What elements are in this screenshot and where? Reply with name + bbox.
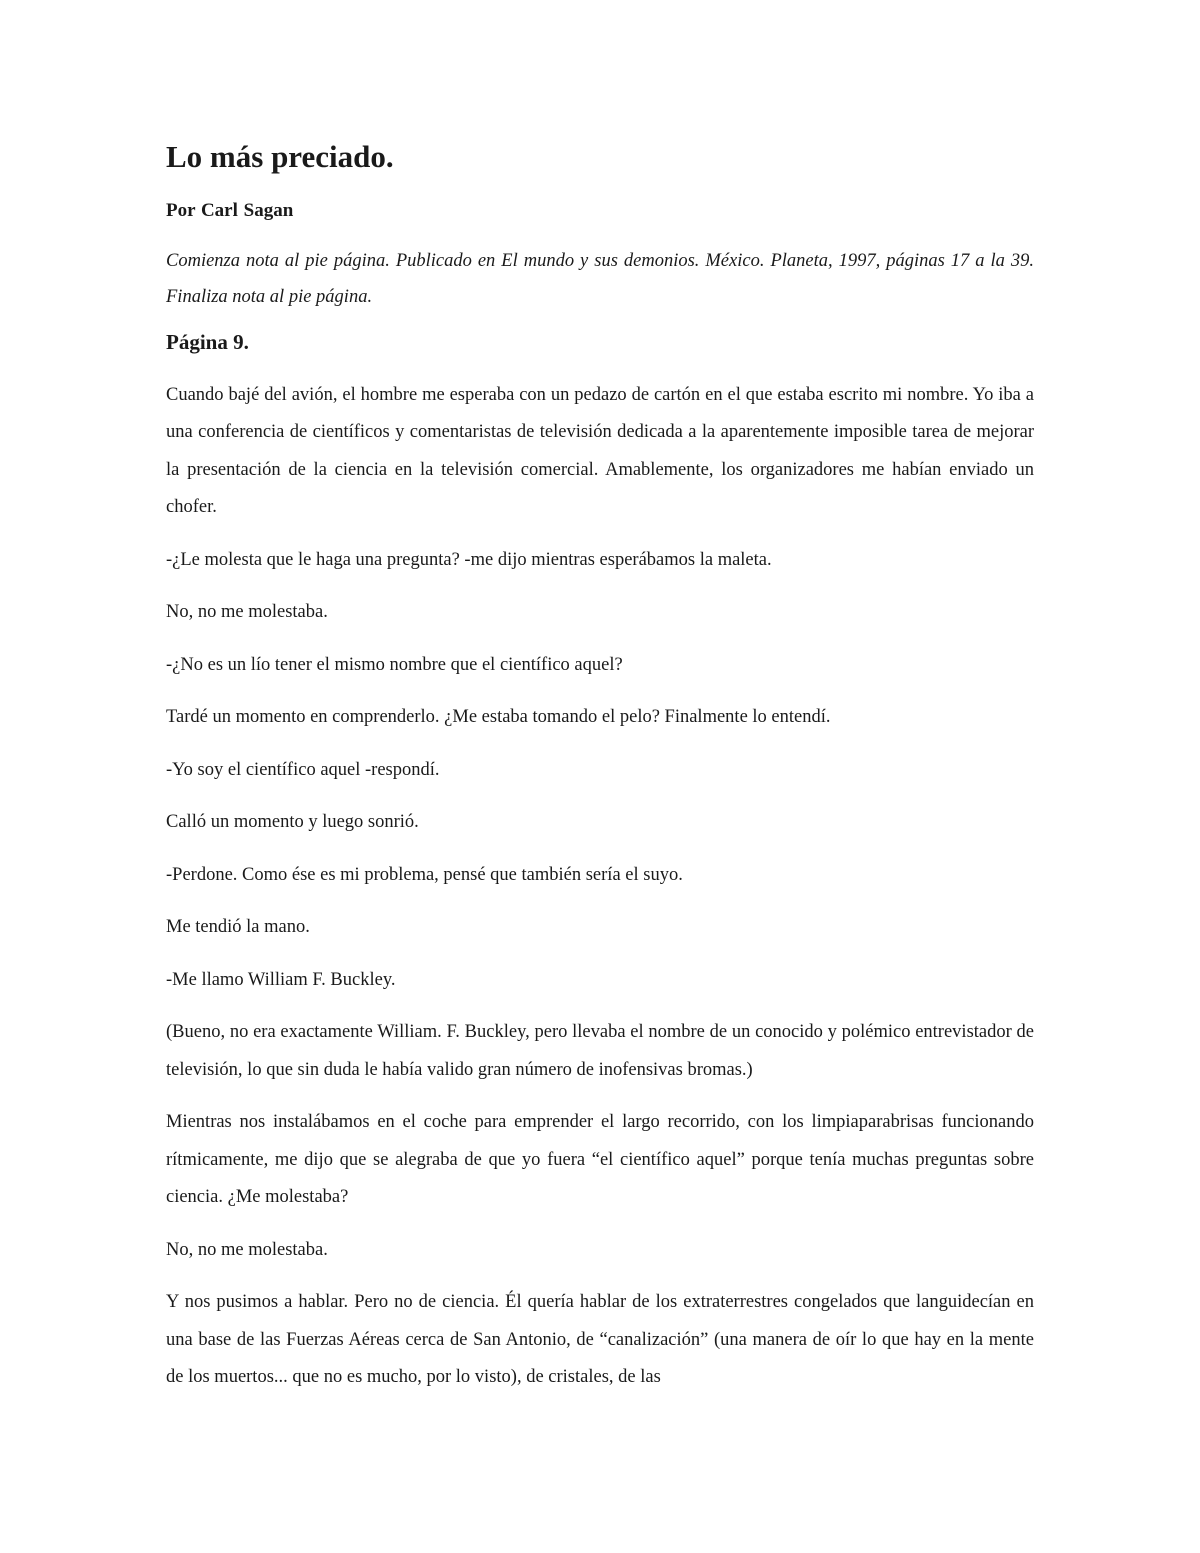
footnote-note: Comienza nota al pie página. Publicado en El mundo y sus demonios. México. Planeta, 1997, páginas 17 a la 39. Finaliza nota al pie página. bbox=[166, 251, 1034, 308]
paragraph: No, no me molestaba. bbox=[166, 1239, 328, 1260]
paragraph: Y nos pusimos a hablar. Pero no de ciencia. Él quería hablar de los extraterrestres congelados que languidecían en una base de las Fuerzas Aéreas cerca de San Antonio, de “canalización” (una manera de oír lo que hay en la mente de los muertos... que no es mucho, por lo visto), de cristales, de las bbox=[166, 1292, 1034, 1388]
paragraph: No, no me molestaba. bbox=[166, 602, 328, 623]
paragraph: -Yo soy el científico aquel -respondí. bbox=[166, 759, 440, 780]
paragraph: Cuando bajé del avión, el hombre me esperaba con un pedazo de cartón en el que estaba escrito mi nombre. Yo iba a una conferencia de científicos y comentaristas de televisión dedicada a la aparentemente imposible tarea de mejorar la presentación de la ciencia en la televisión comercial. Amablemente, los organizadores me habían enviado un chofer. bbox=[166, 384, 1034, 518]
paragraph: (Bueno, no era exactamente William. F. Buckley, pero llevaba el nombre de un conocido y polémico entrevistador de televisión, lo que sin duda le había valido gran número de inofensivas bromas.) bbox=[166, 1022, 1034, 1080]
document-page bbox=[166, 138, 1034, 1397]
page-marker: Página 9. bbox=[166, 330, 249, 355]
paragraph: Calló un momento y luego sonrió. bbox=[166, 812, 419, 833]
paragraph: -Perdone. Como ése es mi problema, pensé que también sería el suyo. bbox=[166, 864, 683, 885]
document-title: Lo más preciado. bbox=[166, 139, 394, 174]
paragraph: -¿No es un lío tener el mismo nombre que el científico aquel? bbox=[166, 654, 623, 675]
author-byline: Por Carl Sagan bbox=[166, 199, 294, 221]
paragraph: Tardé un momento en comprenderlo. ¿Me estaba tomando el pelo? Finalmente lo entendí. bbox=[166, 707, 831, 728]
paragraph: Me tendió la mano. bbox=[166, 917, 310, 938]
paragraph: -Me llamo William F. Buckley. bbox=[166, 969, 396, 990]
paragraph: Mientras nos instalábamos en el coche para emprender el largo recorrido, con los limpiaparabrisas funcionando rítmicamente, me dijo que se alegraba de que yo fuera “el científico aquel” porque tenía muchas preguntas sobre ciencia. ¿Me molestaba? bbox=[166, 1112, 1034, 1208]
paragraph: -¿Le molesta que le haga una pregunta? -me dijo mientras esperábamos la maleta. bbox=[166, 549, 772, 570]
